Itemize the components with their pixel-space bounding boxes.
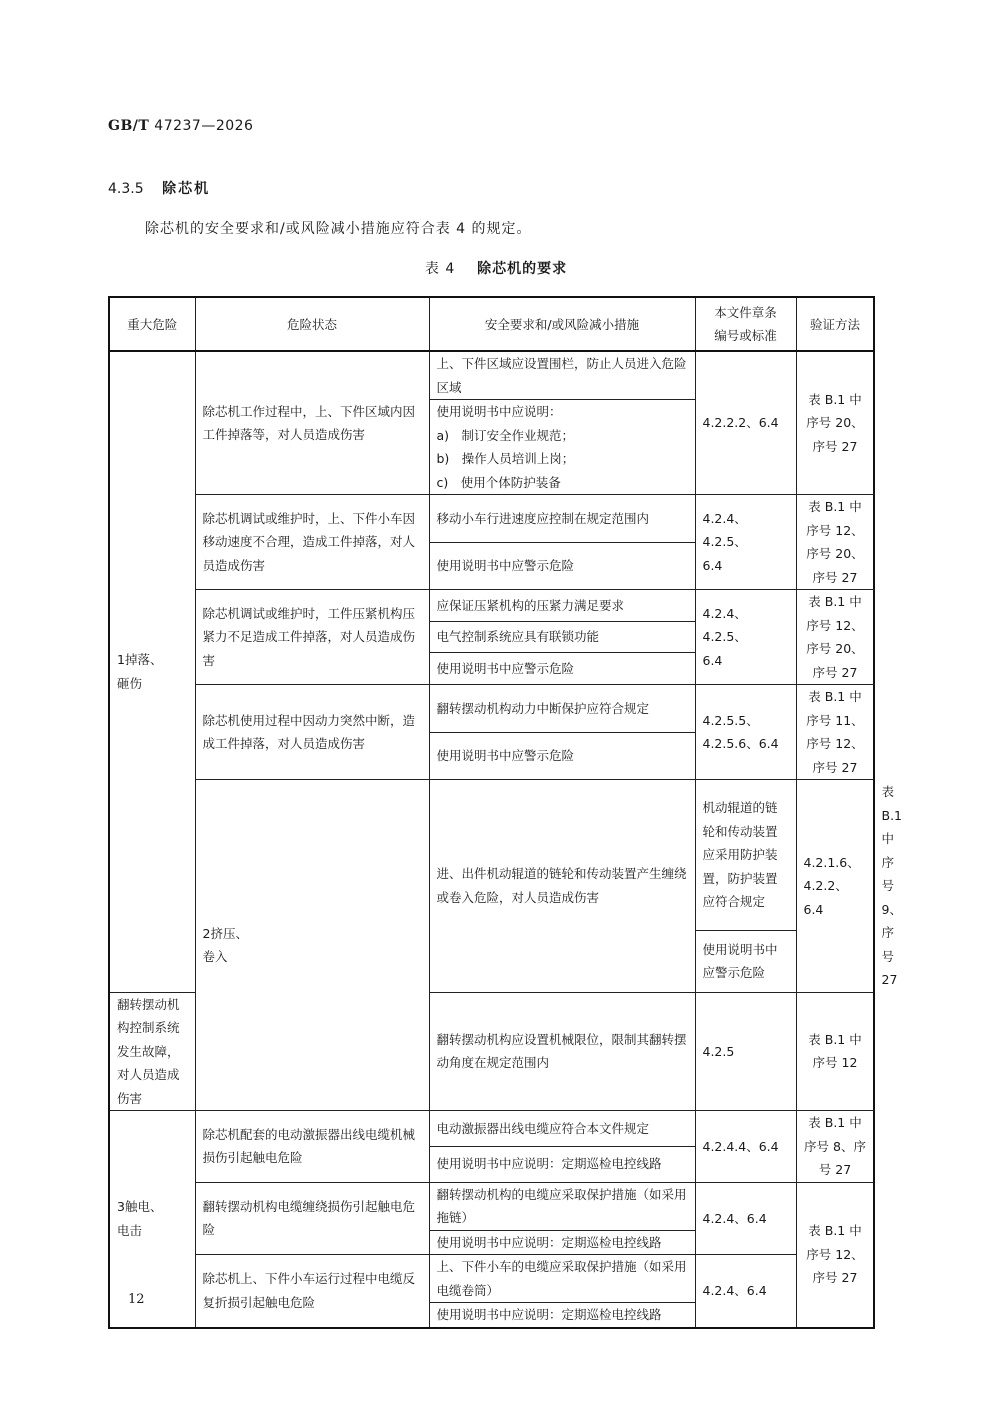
state-cell: 进、出件机动辊道的链轮和传动装置产生缠绕或卷入危险，对人员造成伤害 [429, 780, 695, 993]
clause-cell: 4.2.4、4.2.5、 6.4 [695, 590, 796, 685]
measure-cell: 使用说明书中应警示危险 [429, 732, 695, 780]
section-title: 除芯机 [162, 181, 211, 197]
table-row: 2挤压、 卷入 进、出件机动辊道的链轮和传动装置产生缠绕或卷入危险，对人员造成伤害 机动辊道的链轮和传动装置应采用防护装置，防护装置应符合规定 4.2.1.6、 4.2.2、6.4 表 B.1 中 序号 9、序 号 27 [109, 780, 874, 931]
section-heading [108, 178, 210, 198]
measure-cell: 使用说明书中应说明：定期巡检电控线路 [429, 1303, 695, 1328]
measure-cell: 使用说明书中应说明：定期巡检电控线路 [429, 1230, 695, 1255]
measure-cell: 机动辊道的链轮和传动装置应采用防护装置，防护装置应符合规定 [695, 780, 796, 931]
table-caption [0, 258, 992, 278]
measure-cell: 使用说明书中应警示危险 [429, 542, 695, 590]
measure-cell: 上、下件区域应设置围栏，防止人员进入危险区域 [429, 351, 695, 400]
measure-cell: 使用说明书中应警示危险 [429, 653, 695, 685]
clause-cell: 4.2.4、6.4 [695, 1255, 796, 1328]
header-verify: 验证方法 [796, 297, 874, 351]
clause-cell: 4.2.2.2、6.4 [695, 351, 796, 495]
measure-cell: 翻转摆动机构应设置机械限位，限制其翻转摆动角度在规定范围内 [429, 992, 695, 1111]
clause-cell: 4.2.5.5、 4.2.5.6、6.4 [695, 685, 796, 780]
table-title: 除芯机的要求 [477, 261, 568, 277]
hazard-cell: 2挤压、 卷入 [195, 780, 429, 1111]
header-hazard: 重大危险 [109, 297, 195, 351]
header-measure: 安全要求和/或风险减小措施 [429, 297, 695, 351]
standard-prefix: GB/T [108, 118, 150, 134]
state-cell: 翻转摆动机构电缆缠绕损伤引起触电危险 [195, 1182, 429, 1255]
state-cell: 除芯机使用过程中因动力突然中断，造成工件掉落，对人员造成伤害 [195, 685, 429, 780]
measure-cell: 使用说明书中应说明： a) 制订安全作业规范； b) 操作人员培训上岗； c) 使用个体防护装备 [429, 400, 695, 495]
hazard-cell: 1掉落、 砸伤 [109, 351, 195, 992]
measure-cell: 应保证压紧机构的压紧力满足要求 [429, 590, 695, 622]
verify-cell: 表 B.1 中 序号 12、 序号 20、 序号 27 [796, 495, 874, 590]
state-cell: 除芯机调试或维护时，工件压紧机构压紧力不足造成工件掉落，对人员造成伤害 [195, 590, 429, 685]
measure-cell: 电动激振器出线电缆应符合本文件规定 [429, 1111, 695, 1147]
table-header-row [109, 297, 874, 351]
state-cell: 除芯机工作过程中，上、下件区域内因工件掉落等，对人员造成伤害 [195, 351, 429, 495]
measure-cell: 电气控制系统应具有联锁功能 [429, 621, 695, 653]
clause-cell: 4.2.1.6、 4.2.2、6.4 [796, 780, 874, 993]
table-row [109, 1255, 874, 1303]
table-row [109, 1182, 874, 1230]
clause-cell: 4.2.4、4.2.5、 6.4 [695, 495, 796, 590]
section-number: 4.3.5 [108, 181, 144, 197]
clause-cell: 4.2.5 [695, 992, 796, 1111]
page-number: 12 [128, 1292, 145, 1307]
requirements-table [108, 296, 903, 1329]
table-row [109, 351, 874, 400]
table-number: 表 4 [424, 261, 456, 277]
measure-cell: 使用说明书中应说明：定期巡检电控线路 [429, 1146, 695, 1182]
measure-cell: 上、下件小车的电缆应采取保护措施（如采用电缆卷筒） [429, 1255, 695, 1303]
hazard-cell: 3触电、 电击 [109, 1111, 195, 1328]
table-row [109, 590, 874, 622]
state-cell: 除芯机配套的电动激振器出线电缆机械损伤引起触电危险 [195, 1111, 429, 1183]
verify-cell: 表 B.1 中 序号 12 [796, 992, 874, 1111]
intro-paragraph: 除芯机的安全要求和/或风险减小措施应符合表 4 的规定。 [145, 221, 532, 237]
clause-cell: 4.2.4.4、6.4 [695, 1111, 796, 1183]
table-row [109, 495, 874, 543]
verify-cell: 表 B.1 中 序号 20、 序号 27 [796, 351, 874, 495]
clause-cell: 4.2.4、6.4 [695, 1182, 796, 1255]
standard-code [108, 118, 253, 134]
verify-cell: 表 B.1 中 序号 11、 序号 12、 序号 27 [796, 685, 874, 780]
verify-cell: 表 B.1 中 序号 8、序 号 27 [796, 1111, 874, 1183]
header-state: 危险状态 [195, 297, 429, 351]
table-row [109, 1111, 874, 1147]
measure-cell: 使用说明书中应警示危险 [695, 931, 796, 992]
state-cell: 翻转摆动机构控制系统发生故障，对人员造成伤害 [109, 992, 195, 1111]
state-cell: 除芯机调试或维护时，上、下件小车因移动速度不合理，造成工件掉落，对人员造成伤害 [195, 495, 429, 590]
state-cell: 除芯机上、下件小车运行过程中电缆反复折损引起触电危险 [195, 1255, 429, 1328]
standard-number: 47237—2026 [154, 118, 254, 134]
measure-cell: 翻转摆动机构的电缆应采取保护措施（如采用拖链） [429, 1182, 695, 1230]
measure-cell: 翻转摆动机构动力中断保护应符合规定 [429, 685, 695, 733]
header-clause: 本文件章条 编号或标准 [695, 297, 796, 351]
verify-cell: 表 B.1 中 序号 12、 序号 20、 序号 27 [796, 590, 874, 685]
table-row [109, 685, 874, 733]
measure-cell: 移动小车行进速度应控制在规定范围内 [429, 495, 695, 543]
verify-cell: 表 B.1 中 序号 12、 序号 27 [796, 1182, 874, 1328]
